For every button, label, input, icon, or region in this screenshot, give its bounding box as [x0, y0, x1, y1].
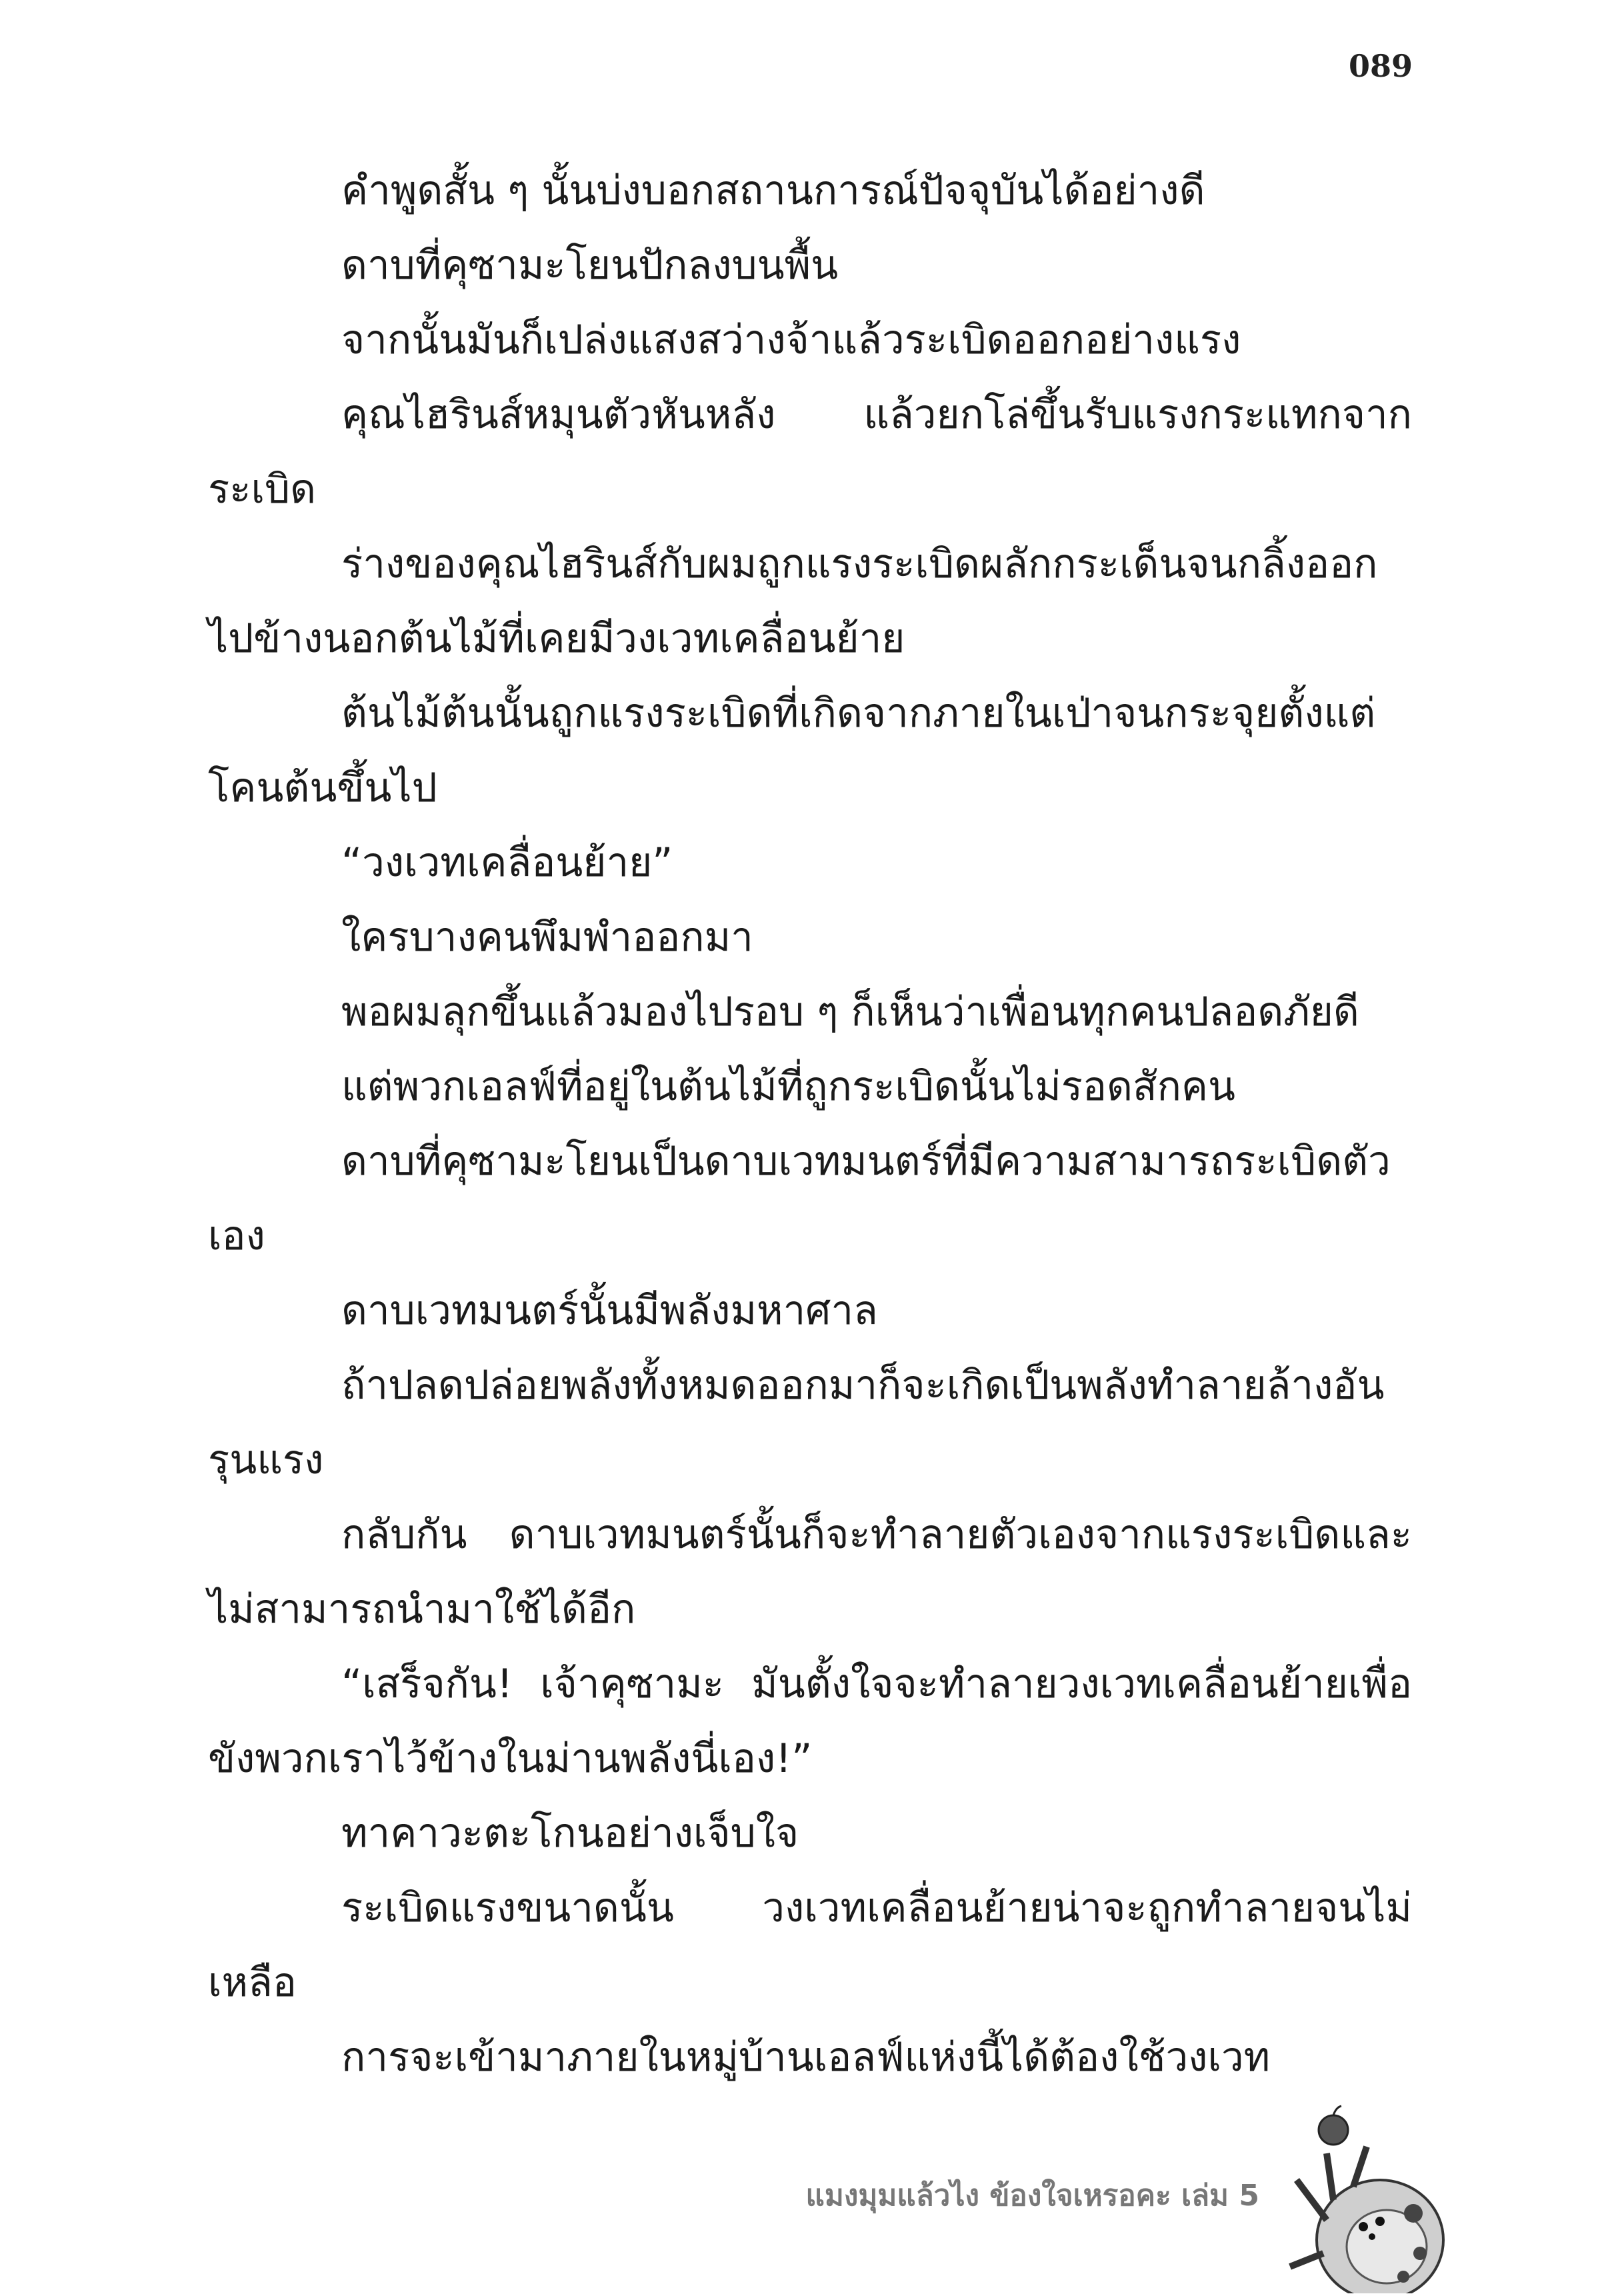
paragraph: คุณไฮรินส์หมุนตัวหันหลัง แล้วยกโล่ขึ้นรับแรงกระแทกจากระเบิด [208, 391, 1412, 513]
paragraph: “วงเวทเคลื่อนย้าย” [341, 839, 673, 886]
paragraph: ทาคาวะตะโกนอย่างเจ็บใจ [341, 1810, 799, 1857]
paragraph: การจะเข้ามาภายในหมู่บ้านเอลฟ์แห่งนี้ได้ต้องใช้วงเวท [341, 2034, 1271, 2081]
paragraph: ดาบเวทมนตร์นั้นมีพลังมหาศาล [341, 1287, 878, 1334]
paragraph: แต่พวกเอลฟ์ที่อยู่ในต้นไม้ที่ถูกระเบิดนั้นไม่รอดสักคน [341, 1063, 1236, 1110]
paragraph: พอผมลุกขึ้นแล้วมองไปรอบ ๆ ก็เห็นว่าเพื่อนทุกคนปลอดภัยดี [341, 989, 1359, 1035]
paragraph: ดาบที่คุซามะโยนปักลงบนพื้น [341, 242, 839, 289]
paragraph: ร่างของคุณไฮรินส์กับผมถูกแรงระเบิดผลักกระเด็นจนกลิ้งออกไปข้างนอกต้นไม้ที่เคยมีวงเวทเคลื่อนย้าย [208, 541, 1378, 662]
paragraph: “เสร็จกัน! เจ้าคุซามะ มันตั้งใจจะทำลายวงเวทเคลื่อนย้ายเพื่อขังพวกเราไว้ข้างในม่านพลังนี่เอง!” [208, 1661, 1412, 1782]
paragraph: ระเบิดแรงขนาดนั้น วงเวทเคลื่อนย้ายน่าจะถูกทำลายจนไม่เหลือ [208, 1885, 1412, 2006]
page-number: 089 [1348, 48, 1413, 84]
paragraph: คำพูดสั้น ๆ นั้นบ่งบอกสถานการณ์ปัจจุบันได้อย่างดี [341, 167, 1205, 214]
paragraph: จากนั้นมันก็เปล่งแสงสว่างจ้าแล้วระเบิดออกอย่างแรง [341, 317, 1241, 363]
body-text [208, 153, 1412, 2095]
paragraph: ถ้าปลดปล่อยพลังทั้งหมดออกมาก็จะเกิดเป็นพลังทำลายล้างอันรุนแรง [208, 1362, 1385, 1483]
paragraph: ต้นไม้ต้นนั้นถูกแรงระเบิดที่เกิดจากภายในเป่าจนกระจุยตั้งแต่โคนต้นขึ้นไป [208, 690, 1376, 811]
paragraph: ใครบางคนพึมพำออกมา [341, 914, 753, 961]
paragraph: กลับกัน ดาบเวทมนตร์นั้นก็จะทำลายตัวเองจากแรงระเบิดและไม่สามารถนำมาใช้ได้อีก [208, 1511, 1412, 1633]
footer-book-title: แมงมุมแล้วไง ข้องใจเหรอคะ เล่ม 5 [805, 2179, 1259, 2213]
paragraph: ดาบที่คุซามะโยนเป็นดาบเวทมนตร์ที่มีความสามารถระเบิดตัวเอง [208, 1138, 1391, 1259]
spider-mascot-icon [1287, 2100, 1447, 2293]
